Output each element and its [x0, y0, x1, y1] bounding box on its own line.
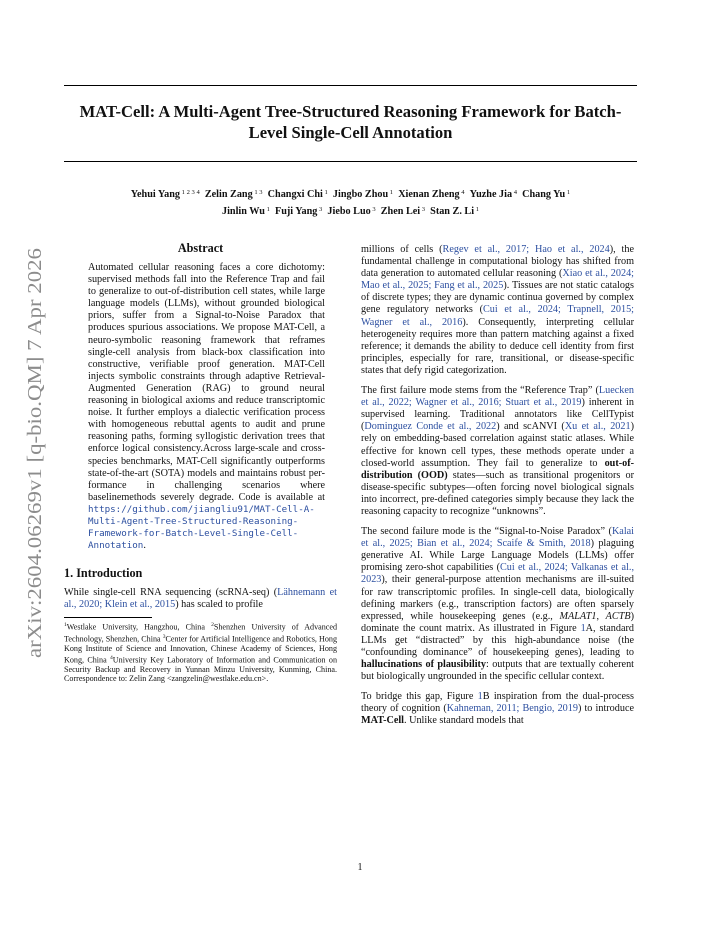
author-name: Yuzhe Jia [469, 189, 513, 200]
paragraph-text: ) plaguing generative AI. While Large Language Models (LLMs) offer promising zero-shot capabilities ( [361, 538, 634, 574]
code-link[interactable]: https://github.com/jiangliu91/MAT-Cell-A-Multi-Agent-Tree-Structured-Reasoning-Framework-for-Batch-Level-Single-Cell-Annotation [88, 503, 315, 552]
emphasis-italic: ACTB [605, 610, 631, 622]
title-bottom-rule [64, 161, 637, 162]
paragraph-text: ) inherent in supervised learning. Traditional annotators like CellTypist ( [361, 397, 634, 433]
emphasis-bold: hallucinations of plausibility [361, 659, 487, 671]
author-affiliation-marker: 1 [322, 189, 328, 196]
top-rule [64, 85, 637, 86]
author-name: Chang Yu [522, 189, 566, 200]
author-affiliation-marker: 3 [317, 205, 323, 213]
paragraph-text: ). Tissues are not static catalogs of discrete types; they are dynamic continua governed by complex gene regulatory networks ( [361, 280, 634, 316]
intro-text: While single-cell RNA sequencing (scRNA-seq) ( [64, 587, 278, 599]
paragraph-text: ), their general-purpose attention mechanisms are ill-suited for raw transcriptomic profiles. In single-cell data, biologically defining markers (e.g., transcription factors) are often sparsely expressed, while housekeeping genes (e.g., [361, 574, 634, 622]
author [131, 189, 200, 200]
author-affiliation-marker: 1 2 3 4 [179, 189, 200, 196]
footnote-marker: 1 [64, 622, 67, 629]
author [430, 206, 479, 217]
author-affiliation-marker: 1 [565, 189, 571, 196]
paragraph-text: ) rely on embedding-based correlation against static atlases. While effective for known cell types, these methods operate under a closed-world assumption. They fail to generalize to [361, 421, 634, 469]
author [222, 206, 270, 217]
abstract-end: . [143, 540, 146, 552]
author-name: Fuji Yang [274, 205, 318, 217]
paragraph-text: states—such as transitional progenitors or disease-specific subtypes—often forcing novel biological signals into incorrect, pre-defined categories simply because they lack the reasoning capacity to recognize “unknowns”. [361, 469, 634, 517]
paper-title: MAT-Cell: A Multi-Agent Tree-Structured Reasoning Framework for Batch-Level Single-Cell Annotation [79, 102, 622, 142]
citation-link[interactable]: 1 [477, 691, 483, 703]
paragraph-text: ) to introduce [577, 703, 634, 715]
paragraph-text: ) and scANVI ( [496, 421, 565, 433]
arxiv-stamp [4, 246, 64, 658]
author [205, 189, 263, 200]
author-name: Jiebo Luo [327, 205, 371, 217]
author-name: Jingbo Zhou [332, 189, 389, 200]
left-column [64, 241, 337, 684]
emphasis-bold: MAT-Cell [361, 715, 405, 727]
citation-link[interactable]: Regev et al., 2017; Hao et al., 2024 [442, 244, 610, 255]
paragraph-text: ) dominate the count matrix. As illustrated in Figure [361, 610, 634, 634]
citation-link[interactable]: Dominguez Conde et al., 2022 [364, 421, 497, 433]
author-affiliation-marker: 1 [264, 205, 270, 213]
citation-link[interactable]: Xu et al., 2021 [564, 421, 631, 433]
citation-link[interactable]: Xiao et al., 2024; Mao et al., 2025; Fang et al., 2025 [361, 268, 635, 292]
intro-paragraph [64, 587, 337, 611]
author-name: Zhen Lei [380, 205, 421, 217]
citation-link[interactable]: Cui et al., 2024; Valkanas et al., 2023 [361, 562, 634, 586]
author [275, 206, 322, 217]
footnote-rule [64, 617, 152, 618]
paragraph-text: ). Consequently, interpreting cellular heterogeneity requires more than pattern matching against a fixed reference; it demands the ability to deduce cell identity from first principles, especially for rare, transitional, or disease-specific states that defy rigid categorization. [361, 316, 634, 376]
author-affiliation-marker: 4 [512, 189, 517, 196]
author-list [64, 186, 637, 219]
right-column [361, 244, 634, 736]
author-affiliation-marker: 3 [420, 205, 426, 213]
paragraph-text: . Unlike standard models that [404, 715, 524, 727]
author [268, 189, 328, 200]
footnote-marker: 2 [211, 622, 214, 629]
paragraph-text: ), the fundamental challenge in computational biology has shifted from data generation to automated cellular reasoning ( [361, 244, 634, 280]
page-number: 1 [357, 862, 363, 873]
emphasis-bold: out-of-distribution (OOD) [361, 457, 634, 481]
body-paragraph [361, 526, 634, 683]
author-affiliation-marker: 1 [388, 189, 394, 196]
citation-link[interactable]: 1 [580, 622, 586, 634]
paragraph-text: : outputs that are textually coherent but biologically ungrounded in the specific cellular context. [361, 659, 634, 683]
paragraph-text: To bridge this gap, Figure [361, 691, 478, 703]
author-name: Changxi Chi [267, 189, 323, 200]
abstract-body [88, 262, 325, 552]
author [333, 189, 393, 200]
paragraph-text: B inspiration from the dual-process theory of cognition ( [361, 691, 634, 715]
footnote-text: Westlake University, Hangzhou, China [66, 623, 212, 633]
author-affiliation-marker: 1 [474, 205, 479, 213]
abstract-heading: Abstract [177, 241, 224, 255]
footnote-marker: 3 [162, 633, 166, 640]
author-affiliation-marker: 1 3 [252, 189, 263, 196]
author-affiliation-marker: 3 [370, 205, 376, 213]
paragraph-text: , [596, 610, 606, 622]
author [327, 206, 375, 217]
citation-link[interactable]: Lähnemann et al., 2020; Klein et al., 2015 [64, 587, 337, 611]
author-name: Yehui Yang [130, 189, 180, 200]
paragraph-text: A, standard LLMs get “distracted” by this high-abundance noise (the “confounding dominance” of housekeeping genes), leading to [361, 622, 634, 658]
author [470, 189, 517, 200]
author-name: Zelin Zang [204, 189, 253, 200]
body-paragraph [361, 691, 634, 727]
citation-link[interactable]: Luecken et al., 2022; Wagner et al., 2016; Stuart et al., 2019 [361, 385, 634, 409]
emphasis-italic: MALAT1 [559, 610, 597, 622]
footnote-text: Center for Artificial Intelligence and Robotics, Hong Kong Institute of Science and Innovation, Chinese Academy of Sciences, Hong Kong, China [64, 634, 338, 665]
footnote-text: Shenzhen University of Advanced Technology, Shenzhen, China [64, 623, 338, 644]
paragraph-text: millions of cells ( [361, 244, 443, 255]
affiliation-footnote [64, 621, 337, 684]
author [522, 189, 570, 200]
author-name: Stan Z. Li [430, 205, 475, 217]
arxiv-identifier: arXiv:2604.06269v1 [q-bio.QM] 7 Apr 2026 [24, 290, 46, 658]
abstract-text: Automated cellular reasoning faces a core dichotomy: supervised methods fall into the Reference Trap and fail to generalize to out-of-distribution cell states, while large language models (LLMs), without grounded biological priors, suffer from a Signal-to-Noise Paradox that produces spurious associations. We propose MAT-Cell, a neuro-symbolic reasoning framework that reframes single-cell analysis from black-box classification into constructive, verifiable proof generation. MAT-Cell injects symbolic constraints through adaptive Retrieval-Augmented Generation (RAG) to ground neural reasoning in biological axioms and reduce transcriptomic noise. It further employs a dialectic verification process with homogeneous rebuttal agents to audit and prune reasoning paths, forming syllogistic derivation trees that enforce logical consistency.Across large-scale and cross-species benchmarks, MAT-Cell significantly outperforms state-of-the-art (SOTA) models and maintains robust per-formance in challenging scenarios where baselinemethods severely degrade. Code is available at [88, 262, 325, 503]
body-paragraph [361, 385, 634, 518]
author [381, 206, 425, 217]
author-name: Jinlin Wu [221, 205, 265, 217]
citation-link[interactable]: Kahneman, 2011; Bengio, 2019 [446, 703, 578, 715]
author-affiliation-marker: 4 [459, 189, 465, 196]
footnote-text: University Key Laboratory of Information and Communication on Security Backup and Recovery in Yunnan Minzu University, Kunming, China. Correspondence to: Zelin Zang <zangzelin@westlake.edu.cn>. [64, 655, 338, 684]
intro-text: ) has scaled to profile [175, 599, 263, 611]
paragraph-text: The second failure mode is the “Signal-to-Noise Paradox” ( [361, 526, 612, 538]
paragraph-text: The first failure mode stems from the “Reference Trap” ( [361, 385, 599, 397]
citation-link[interactable]: Cui et al., 2024; Trapnell, 2015; Wagner et al., 2016 [361, 304, 634, 328]
author [398, 189, 464, 200]
footnote-marker: 4 [110, 654, 113, 661]
section-heading-introduction: 1. Introduction [64, 566, 143, 581]
citation-link[interactable]: Kalai et al., 2025; Bian et al., 2024; Scaife & Smith, 2018 [361, 526, 634, 550]
author-name: Xienan Zheng [398, 189, 460, 200]
body-paragraph [361, 244, 634, 377]
